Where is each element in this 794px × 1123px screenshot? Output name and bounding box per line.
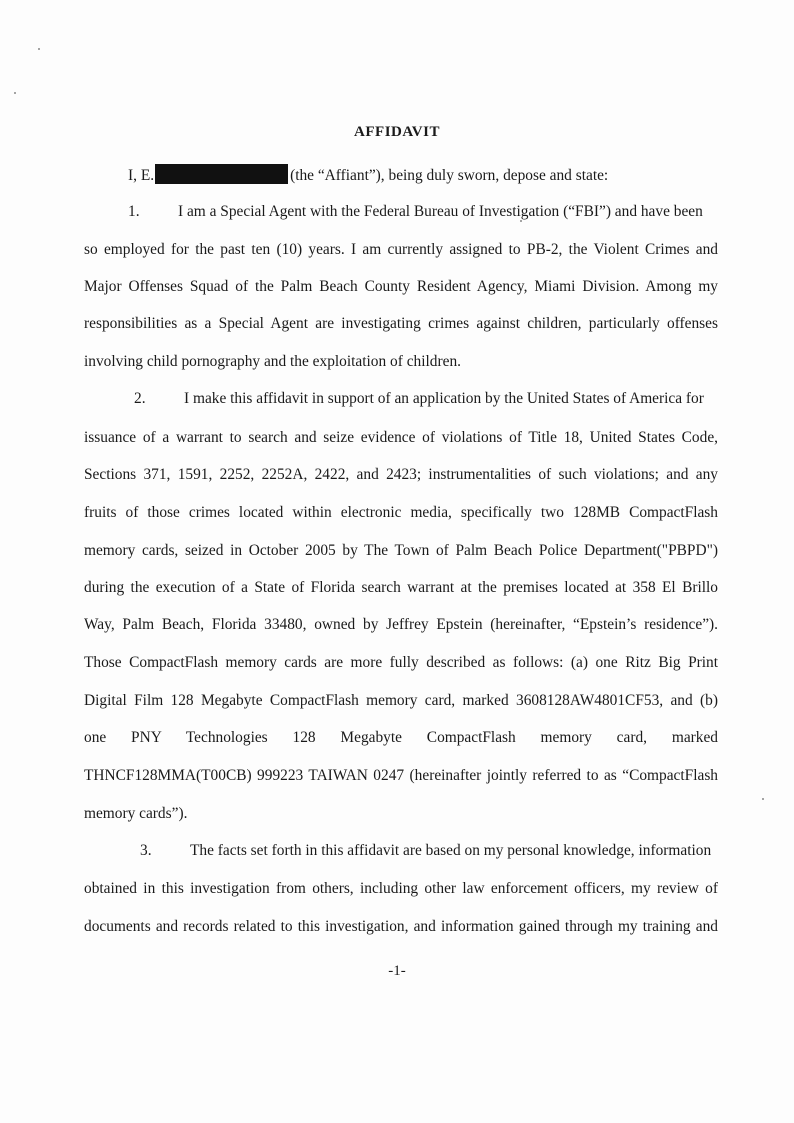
paragraph-1-line-1: 1. I am a Special Agent with the Federal Bureau of Investigation (“FBI”) and have been: [128, 203, 703, 220]
paragraph-2-line-3: Sections 371, 1591, 2252, 2252A, 2422, and 2423; instrumentalities of such violations; and any: [84, 466, 718, 483]
intro-after-redaction: (the “Affiant”), being duly sworn, depose and state:: [290, 167, 609, 184]
paragraph-1-number: 1.: [128, 203, 140, 220]
paragraph-2-line-5: memory cards, seized in October 2005 by The Town of Palm Beach Police Department("PBPD"): [84, 542, 718, 559]
paragraph-1-line-3: Major Offenses Squad of the Palm Beach County Resident Agency, Miami Division. Among my: [84, 278, 718, 295]
paragraph-3-number: 3.: [140, 842, 152, 859]
paragraph-1-line-2: so employed for the past ten (10) years. I am currently assigned to PB-2, the Violent Crimes and: [84, 241, 718, 258]
redaction-box: [155, 164, 288, 184]
paragraph-2-line-2: issuance of a warrant to search and seize evidence of violations of Title 18, United States Code,: [84, 429, 718, 446]
paragraph-2-line-8: Those CompactFlash memory cards are more fully described as follows: (a) one Ritz Big Print: [84, 654, 718, 671]
paragraph-2-line-10: one PNY Technologies 128 Megabyte CompactFlash memory card, marked: [84, 729, 718, 746]
page-number: -1-: [388, 963, 406, 979]
paragraph-3-line-2: obtained in this investigation from others, including other law enforcement officers, my review of: [84, 880, 718, 897]
document-title: AFFIDAVIT: [354, 124, 440, 140]
scan-speck: [762, 798, 764, 800]
scan-speck: [38, 48, 40, 50]
paragraph-2-line-7: Way, Palm Beach, Florida 33480, owned by Jeffrey Epstein (hereinafter, “Epstein’s residence”).: [84, 616, 718, 633]
intro-before-redaction: I, E.: [128, 167, 155, 184]
scan-speck: [14, 92, 16, 94]
paragraph-2-line-11: THNCF128MMA(T00CB) 999223 TAIWAN 0247 (hereinafter jointly referred to as “CompactFlash: [84, 767, 718, 784]
paragraph-1-line-4: responsibilities as a Special Agent are investigating crimes against children, particularly offenses: [84, 315, 718, 332]
paragraph-3-line-3: documents and records related to this investigation, and information gained through my training and: [84, 918, 718, 935]
paragraph-2-line-12: memory cards”).: [84, 805, 188, 822]
paragraph-2-line-6: during the execution of a State of Florida search warrant at the premises located at 358 El Brillo: [84, 579, 718, 596]
paragraph-2-line-9: Digital Film 128 Megabyte CompactFlash memory card, marked 3608128AW4801CF53, and (b): [84, 692, 718, 709]
intro-line: [128, 164, 762, 186]
paragraph-2-line-1: 2. I make this affidavit in support of an application by the United States of America for: [134, 390, 704, 407]
paragraph-2-number: 2.: [134, 390, 146, 407]
paragraph-2-line-4: fruits of those crimes located within electronic media, specifically two 128MB CompactFlash: [84, 504, 718, 521]
paragraph-1-line-5: involving child pornography and the exploitation of children.: [84, 353, 461, 370]
paragraph-3-line-1: 3. The facts set forth in this affidavit are based on my personal knowledge, information: [140, 842, 712, 859]
